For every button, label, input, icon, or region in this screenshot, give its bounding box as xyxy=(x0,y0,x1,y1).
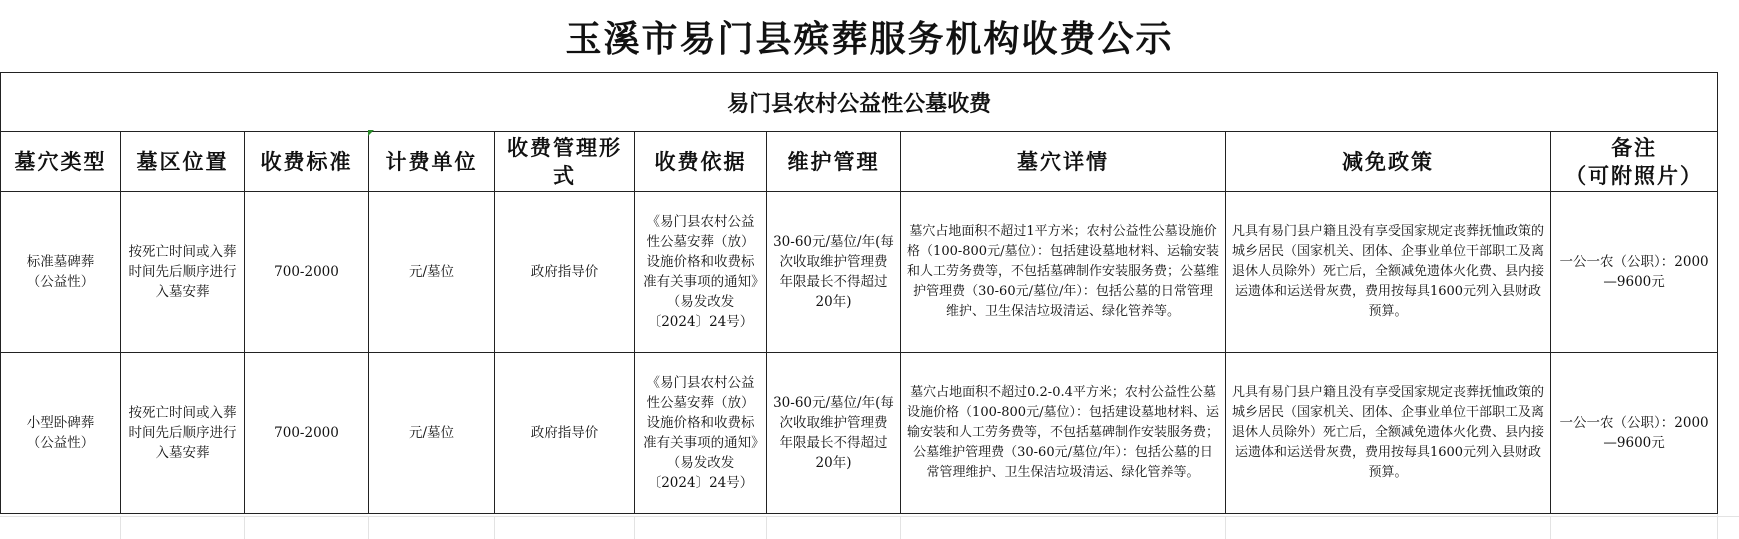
header-unit[interactable]: 计费单位 xyxy=(369,132,495,192)
grid-line xyxy=(244,516,245,539)
cell-location[interactable]: 按死亡时间或入葬时间先后顺序进行入墓安葬 xyxy=(121,192,245,353)
cell-comment-marker xyxy=(368,130,374,136)
cell-maintenance[interactable]: 30-60元/墓位/年(每次收取维护管理费年限最长不得超过20年) xyxy=(767,353,901,514)
page-title: 玉溪市易门县殡葬服务机构收费公示 xyxy=(565,17,1174,60)
cell-remark[interactable]: 一公一农（公职）：2000—9600元 xyxy=(1551,353,1718,514)
header-remark-line1: 备注 xyxy=(1611,134,1658,160)
grid-line xyxy=(900,516,901,539)
cell-form[interactable]: 政府指导价 xyxy=(495,192,635,353)
grid-line xyxy=(494,516,495,539)
header-standard[interactable]: 收费标准 xyxy=(245,132,369,192)
table-row xyxy=(1,192,1718,353)
cell-basis[interactable]: 《易门县农村公益性公墓安葬（放）设施价格和收费标准有关事项的通知》（易发改发〔2024〕24号） xyxy=(635,353,767,514)
cell-unit[interactable]: 元/墓位 xyxy=(369,353,495,514)
header-remark[interactable] xyxy=(1551,132,1718,192)
cell-policy[interactable]: 凡具有易门县户籍且没有享受国家规定丧葬抚恤政策的城乡居民（国家机关、团体、企事业单位干部职工及离退休人员除外）死亡后，全额减免遗体火化费、县内接运遗体和运送骨灰费，费用按每具1600元列入县财政预算。 xyxy=(1226,353,1551,514)
cell-type[interactable]: 标准墓碑葬（公益性） xyxy=(1,192,121,353)
grid-line xyxy=(0,516,1739,517)
header-policy[interactable]: 减免政策 xyxy=(1226,132,1551,192)
cell-form[interactable]: 政府指导价 xyxy=(495,353,635,514)
table-subtitle-row xyxy=(1,73,1718,132)
cell-maintenance[interactable]: 30-60元/墓位/年(每次收取维护管理费年限最长不得超过20年) xyxy=(767,192,901,353)
header-type[interactable]: 墓穴类型 xyxy=(1,132,121,192)
grid-line xyxy=(1225,516,1226,539)
grid-line xyxy=(368,516,369,539)
cell-location[interactable]: 按死亡时间或入葬时间先后顺序进行入墓安葬 xyxy=(121,353,245,514)
table-header-row xyxy=(1,132,1718,192)
cell-standard[interactable]: 700-2000 xyxy=(245,353,369,514)
grid-line xyxy=(120,516,121,539)
cell-remark[interactable]: 一公一农（公职）：2000—9600元 xyxy=(1551,192,1718,353)
cell-policy[interactable]: 凡具有易门县户籍且没有享受国家规定丧葬抚恤政策的城乡居民（国家机关、团体、企事业单位干部职工及离退休人员除外）死亡后，全额减免遗体火化费、县内接运遗体和运送骨灰费，费用按每具1600元列入县财政预算。 xyxy=(1226,192,1551,353)
header-form[interactable]: 收费管理形式 xyxy=(495,132,635,192)
grid-line xyxy=(1550,516,1551,539)
cell-detail[interactable]: 墓穴占地面积不超过0.2-0.4平方米；农村公益性公墓设施价格（100-800元/墓位）：包括建设墓地材料、运输安装和人工劳务费等，不包括墓碑制作安装服务费；公墓维护管理费（30-60元/墓位/年）：包括公墓的日常管理维护、卫生保洁垃圾清运、绿化管养等。 xyxy=(901,353,1226,514)
cell-unit[interactable]: 元/墓位 xyxy=(369,192,495,353)
header-location[interactable]: 墓区位置 xyxy=(121,132,245,192)
cell-type[interactable]: 小型卧碑葬（公益性） xyxy=(1,353,121,514)
cell-standard[interactable]: 700-2000 xyxy=(245,192,369,353)
table-row xyxy=(1,353,1718,514)
header-detail[interactable]: 墓穴详情 xyxy=(901,132,1226,192)
grid-line xyxy=(634,516,635,539)
grid-line xyxy=(766,516,767,539)
cell-basis[interactable]: 《易门县农村公益性公墓安葬（放）设施价格和收费标准有关事项的通知》（易发改发〔2024〕24号） xyxy=(635,192,767,353)
cell-detail[interactable]: 墓穴占地面积不超过1平方米；农村公益性公墓设施价格（100-800元/墓位）：包括建设墓地材料、运输安装和人工劳务费等，不包括墓碑制作安装服务费；公墓维护管理费（30-60元/墓位/年）：包括公墓的日常管理维护、卫生保洁垃圾清运、绿化管养等。 xyxy=(901,192,1226,353)
header-maintenance[interactable]: 维护管理 xyxy=(767,132,901,192)
fee-table xyxy=(0,72,1718,514)
header-remark-line2: （可附照片） xyxy=(1565,162,1704,188)
table-subtitle[interactable]: 易门县农村公益性公墓收费 xyxy=(1,73,1718,132)
header-basis[interactable]: 收费依据 xyxy=(635,132,767,192)
